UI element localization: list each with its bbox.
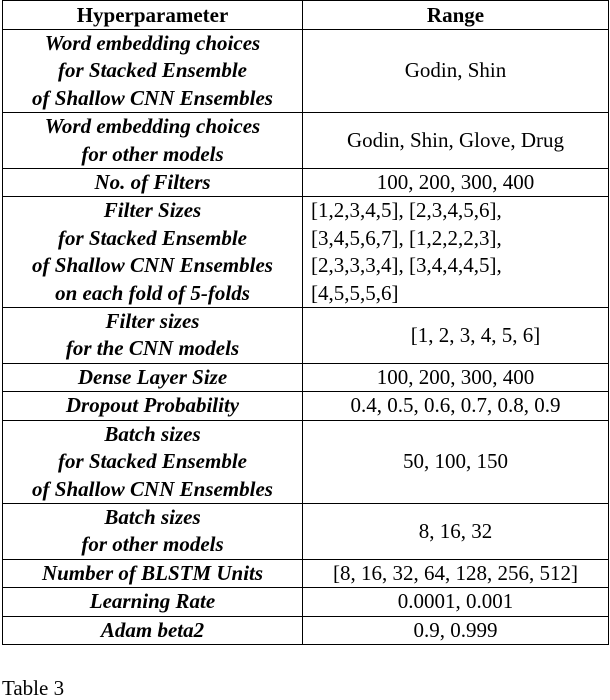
hyperparameter-text: of Shallow CNN Ensembles: [32, 85, 273, 110]
table-row: [3, 559, 609, 587]
range-text: [8, 16, 32, 64, 128, 256, 512]: [333, 560, 578, 585]
table-body: [3, 30, 609, 645]
table-row: [3, 113, 609, 169]
hyperparameter-text: Dropout Probability: [65, 393, 240, 418]
hyperparameter-text: Adam beta2: [100, 617, 205, 642]
column-header-range: Range: [303, 1, 609, 30]
hyperparameter-text: No. of Filters: [94, 170, 211, 195]
range-cell: [303, 559, 609, 587]
hyperparameter-cell: [3, 113, 303, 169]
hyperparameter-cell: [3, 363, 303, 391]
table-header-row: [3, 1, 609, 30]
hyperparameter-text: Word embedding choices: [44, 31, 261, 55]
range-text: 50, 100, 150: [403, 449, 508, 474]
range-cell: [303, 197, 609, 308]
hyperparameter-text: Filter Sizes: [103, 198, 202, 223]
table-row: [3, 392, 609, 420]
hyperparameter-text: Batch sizes: [104, 504, 201, 529]
hyperparameter-cell: [3, 169, 303, 197]
hyperparameter-cell: [3, 308, 303, 364]
hyperparameter-text: for Stacked Ensemble: [58, 449, 247, 474]
range-cell: [303, 503, 609, 559]
table-row: [3, 420, 609, 503]
hyperparameter-cell: [3, 588, 303, 616]
table-row: [3, 169, 609, 197]
hyperparameter-text: for other models: [81, 532, 224, 557]
range-text: 0.4, 0.5, 0.6, 0.7, 0.8, 0.9: [350, 393, 561, 418]
range-text: [3,4,5,6,7], [1,2,2,2,3],: [311, 225, 502, 250]
hyperparameter-cell: [3, 392, 303, 420]
table-row: [3, 30, 609, 113]
range-cell: [303, 363, 609, 391]
table-row: [3, 503, 609, 559]
table-row: [3, 308, 609, 364]
range-text: [4,5,5,5,6]: [311, 280, 399, 305]
column-header-hyperparameter: Hyperparameter: [3, 1, 303, 30]
hyperparameter-text: for Stacked Ensemble: [58, 225, 247, 250]
hyperparameter-text: for the CNN models: [65, 336, 240, 361]
range-text: Godin, Shin, Glove, Drug: [347, 127, 564, 152]
range-cell: [303, 392, 609, 420]
hyperparameter-text: Batch sizes: [104, 421, 201, 446]
range-cell: [303, 113, 609, 169]
range-cell: [303, 420, 609, 503]
range-text: [2,3,3,3,4], [3,4,4,4,5],: [311, 253, 502, 278]
table-caption: Table 3: [2, 676, 65, 700]
hyperparameter-text: Dense Layer Size: [77, 364, 228, 389]
hyperparameter-text: of Shallow CNN Ensembles: [32, 476, 273, 501]
table-row: [3, 363, 609, 391]
range-cell: [303, 169, 609, 197]
hyperparameter-cell: [3, 559, 303, 587]
range-text: [1,2,3,4,5], [2,3,4,5,6],: [311, 198, 502, 223]
range-text: 0.9, 0.999: [413, 617, 498, 642]
hyperparameter-cell: [3, 616, 303, 644]
table-row: [3, 616, 609, 644]
hyperparameter-text: Filter sizes: [105, 309, 200, 334]
hyperparameter-text: for other models: [81, 141, 224, 166]
range-cell: [303, 588, 609, 616]
range-text: 100, 200, 300, 400: [376, 364, 535, 389]
hyperparameter-text: Word embedding choices: [44, 114, 261, 139]
range-text: 100, 200, 300, 400: [376, 170, 535, 195]
range-cell: [303, 30, 609, 113]
hyperparameter-text: Learning Rate: [89, 589, 216, 614]
hyperparameter-cell: [3, 420, 303, 503]
hyperparameter-cell: [3, 197, 303, 308]
hyperparameter-text: Number of BLSTM Units: [41, 560, 264, 585]
table-row: [3, 197, 609, 308]
range-cell: [303, 308, 609, 364]
range-text: 8, 16, 32: [418, 518, 493, 543]
hyperparameter-text: of Shallow CNN Ensembles: [32, 253, 273, 278]
range-text: [1, 2, 3, 4, 5, 6]: [410, 322, 541, 347]
hyperparameter-table: [2, 0, 609, 645]
hyperparameter-cell: [3, 30, 303, 113]
range-text: 0.0001, 0.001: [397, 589, 514, 614]
table-row: [3, 588, 609, 616]
range-text: Godin, Shin: [404, 58, 507, 83]
hyperparameter-text: on each fold of 5-folds: [55, 280, 250, 305]
hyperparameter-cell: [3, 503, 303, 559]
hyperparameter-text: for Stacked Ensemble: [58, 58, 247, 83]
range-cell: [303, 616, 609, 644]
